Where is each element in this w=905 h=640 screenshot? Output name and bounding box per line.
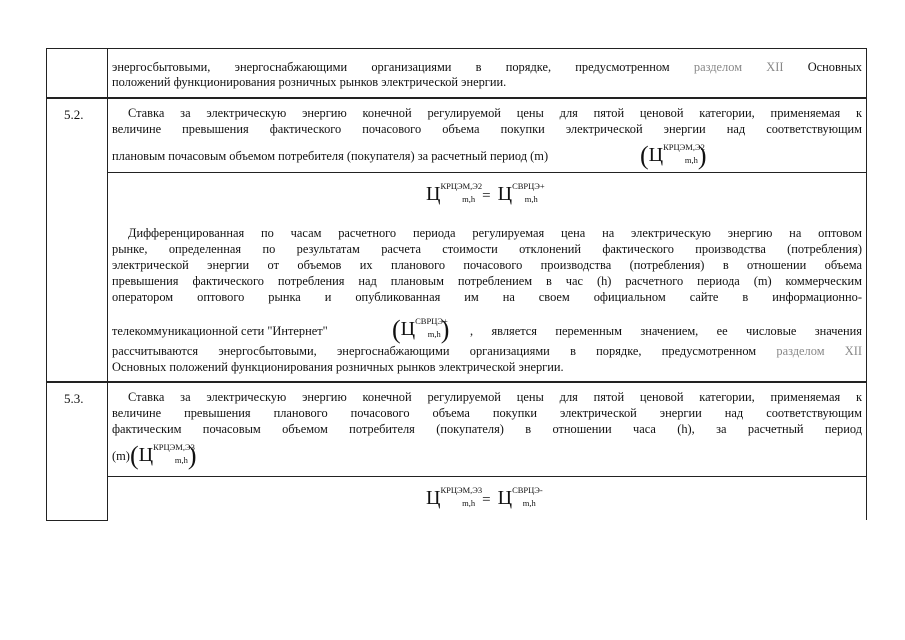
text-line: Ставка за электрическую энергию конечной регулируемой цены для пятой ценовой категории, применяемая к: [128, 106, 862, 120]
text-line: положений функционирования розничных рынков электрической энергии.: [112, 75, 507, 89]
section-link[interactable]: разделом XII: [776, 344, 862, 358]
section-link[interactable]: разделом XII: [693, 60, 784, 74]
text-line: рассчитываются энергосбытовыми, энергоснабжающими организациями в порядке, предусмотренном разделом XII: [112, 344, 862, 358]
text-line: Дифференцированная по часам расчетного периода регулируемая цена на электрическую энергию на оптовом: [128, 226, 862, 240]
table-border-top: [46, 48, 867, 49]
table-row-divider: [46, 97, 867, 99]
text-line: плановым почасовым объемом потребителя (покупателя) за расчетный период (m): [112, 149, 549, 163]
text-line: оператором оптового рынка и опубликованная им на своем официальном сайте в информационно-: [112, 290, 862, 304]
text-line: Ставка за электрическую энергию конечной регулируемой цены для пятой ценовой категории, применяемая к: [128, 390, 862, 404]
table-column-divider: [107, 48, 108, 520]
inline-formula: $(Ц^{КРЦЭМ,Э2}m,h)$: [640, 141, 707, 170]
text-line: фактическим почасовым объемом потребителя (покупателя) в отношении часа (h), за расчетный период: [112, 422, 862, 436]
row-number: 5.3.: [64, 391, 84, 406]
text-line: превышения фактического потребления над плановым потреблением в час (h) расчетного периода (m) коммерческим: [112, 274, 862, 288]
text-line: электрической энергии от объемов их планового почасового производства (потребления) в отношении объема: [112, 258, 862, 272]
text-line: , является переменным значением, ее числовые значения: [470, 324, 862, 338]
table-border-left: [46, 48, 47, 520]
table-border-right: [866, 48, 867, 520]
row-number: 5.2.: [64, 107, 84, 122]
inline-formula: $(Ц^{СВРЦЭ+}m,h)$: [392, 315, 450, 344]
text-line: величине превышения планового почасового объема покупки электрической энергии над соответствующим: [112, 406, 862, 420]
text-line: Основных положений функционирования розничных рынков электрической энергии.: [112, 360, 564, 374]
table-subrow-divider: [107, 172, 867, 173]
table-row-divider: [46, 381, 867, 383]
text-line: (m): [112, 449, 130, 463]
text-line: телекоммуникационной сети "Интернет": [112, 324, 328, 338]
table-border-bottom: [46, 520, 108, 521]
formula: $Ц^{КРЦЭМ,Э2}m,h = Ц^{СВРЦЭ+}m,h$: [426, 181, 545, 205]
formula: $Ц^{КРЦЭМ,Э3}m,h = Ц^{СВРЦЭ-}m,h$: [426, 485, 543, 509]
table-subrow-divider: [107, 476, 867, 477]
text-line: энергосбытовыми, энергоснабжающими организациями в порядке, предусмотренном разделом XII Основных: [112, 60, 862, 74]
text-line: величине превышения фактического почасового объема покупки электрической энергии над соответствующим: [112, 122, 862, 136]
inline-formula: $(Ц^{КРЦЭМ,Э3}m,h)$: [130, 441, 197, 470]
text-line: рынке, определенная по результатам расчета стоимости отклонений фактического производства (потребления): [112, 242, 862, 256]
